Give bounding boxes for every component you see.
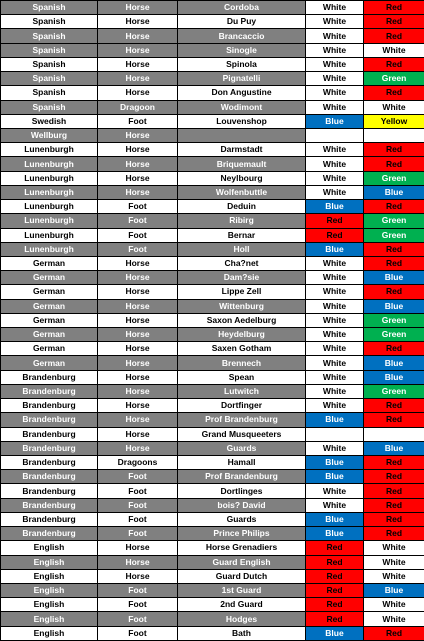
- type-cell: Horse: [98, 313, 178, 327]
- primary-color-cell: White: [306, 299, 364, 313]
- table-row: [1, 598, 424, 612]
- table-row: [1, 72, 424, 86]
- nation-cell: Spanish: [1, 86, 98, 100]
- secondary-color-cell: Red: [364, 256, 424, 270]
- regiment-name-cell: Bath: [178, 626, 306, 640]
- primary-color-cell: White: [306, 86, 364, 100]
- nation-cell: Brandenburg: [1, 427, 98, 441]
- primary-color-cell: Red: [306, 583, 364, 597]
- regiment-name-cell: Guard Dutch: [178, 569, 306, 583]
- regiment-name-cell: Deduin: [178, 200, 306, 214]
- secondary-color-cell: Blue: [364, 185, 424, 199]
- primary-color-cell: Blue: [306, 626, 364, 640]
- primary-color-cell: White: [306, 43, 364, 57]
- secondary-color-cell: Red: [364, 200, 424, 214]
- type-cell: Horse: [98, 441, 178, 455]
- type-cell: Horse: [98, 57, 178, 71]
- regiment-name-cell: Don Angustine: [178, 86, 306, 100]
- table-row: [1, 527, 424, 541]
- nation-cell: German: [1, 328, 98, 342]
- primary-color-cell: White: [306, 342, 364, 356]
- secondary-color-cell: White: [364, 612, 424, 626]
- nation-cell: Lunenburgh: [1, 242, 98, 256]
- type-cell: Horse: [98, 384, 178, 398]
- regiment-name-cell: Horse Grenadiers: [178, 541, 306, 555]
- nation-cell: Lunenburgh: [1, 228, 98, 242]
- regiment-name-cell: Wolfenbuttle: [178, 185, 306, 199]
- type-cell: Horse: [98, 285, 178, 299]
- secondary-color-cell: Yellow: [364, 114, 424, 128]
- secondary-color-cell: Red: [364, 86, 424, 100]
- table-row: [1, 271, 424, 285]
- type-cell: Foot: [98, 484, 178, 498]
- regiment-name-cell: Bernar: [178, 228, 306, 242]
- table-row: [1, 228, 424, 242]
- primary-color-cell: Red: [306, 612, 364, 626]
- nation-cell: Spanish: [1, 72, 98, 86]
- regiment-name-cell: Spean: [178, 370, 306, 384]
- table-row: [1, 157, 424, 171]
- table-row: [1, 342, 424, 356]
- primary-color-cell: White: [306, 399, 364, 413]
- primary-color-cell: White: [306, 328, 364, 342]
- nation-cell: Brandenburg: [1, 413, 98, 427]
- table-row: [1, 299, 424, 313]
- type-cell: Horse: [98, 271, 178, 285]
- secondary-color-cell: Red: [364, 285, 424, 299]
- table-row: [1, 43, 424, 57]
- primary-color-cell: Blue: [306, 470, 364, 484]
- regiment-name-cell: Du Puy: [178, 15, 306, 29]
- secondary-color-cell: White: [364, 43, 424, 57]
- nation-cell: Brandenburg: [1, 498, 98, 512]
- type-cell: Horse: [98, 171, 178, 185]
- type-cell: Horse: [98, 157, 178, 171]
- table-row: [1, 384, 424, 398]
- regiment-name-cell: Louvenshop: [178, 114, 306, 128]
- type-cell: Horse: [98, 29, 178, 43]
- type-cell: Foot: [98, 527, 178, 541]
- secondary-color-cell: White: [364, 541, 424, 555]
- secondary-color-cell: Red: [364, 342, 424, 356]
- secondary-color-cell: Red: [364, 29, 424, 43]
- secondary-color-cell: Red: [364, 484, 424, 498]
- secondary-color-cell: Blue: [364, 271, 424, 285]
- nation-cell: English: [1, 569, 98, 583]
- nation-cell: German: [1, 285, 98, 299]
- type-cell: Horse: [98, 128, 178, 142]
- primary-color-cell: White: [306, 72, 364, 86]
- type-cell: Horse: [98, 541, 178, 555]
- type-cell: Horse: [98, 72, 178, 86]
- secondary-color-cell: [364, 427, 424, 441]
- secondary-color-cell: Red: [364, 1, 424, 15]
- type-cell: Horse: [98, 1, 178, 15]
- type-cell: Horse: [98, 342, 178, 356]
- nation-cell: Brandenburg: [1, 527, 98, 541]
- secondary-color-cell: Red: [364, 470, 424, 484]
- type-cell: Foot: [98, 200, 178, 214]
- primary-color-cell: White: [306, 498, 364, 512]
- primary-color-cell: White: [306, 384, 364, 398]
- table-row: [1, 399, 424, 413]
- secondary-color-cell: Green: [364, 313, 424, 327]
- type-cell: Foot: [98, 512, 178, 526]
- secondary-color-cell: Red: [364, 527, 424, 541]
- table-row: [1, 171, 424, 185]
- type-cell: Horse: [98, 569, 178, 583]
- nation-cell: Lunenburgh: [1, 200, 98, 214]
- secondary-color-cell: Red: [364, 512, 424, 526]
- type-cell: Horse: [98, 256, 178, 270]
- secondary-color-cell: Green: [364, 384, 424, 398]
- secondary-color-cell: White: [364, 555, 424, 569]
- table-row: [1, 626, 424, 640]
- primary-color-cell: White: [306, 57, 364, 71]
- table-row: [1, 441, 424, 455]
- regiment-name-cell: Hamall: [178, 456, 306, 470]
- primary-color-cell: White: [306, 100, 364, 114]
- regiment-name-cell: Wittenburg: [178, 299, 306, 313]
- primary-color-cell: Red: [306, 214, 364, 228]
- secondary-color-cell: Red: [364, 242, 424, 256]
- nation-cell: Spanish: [1, 100, 98, 114]
- regiment-name-cell: Grand Musqueeters: [178, 427, 306, 441]
- regiment-name-cell: Dortfinger: [178, 399, 306, 413]
- regiment-name-cell: Prof Brandenburg: [178, 413, 306, 427]
- type-cell: Horse: [98, 299, 178, 313]
- primary-color-cell: White: [306, 143, 364, 157]
- table-row: [1, 313, 424, 327]
- secondary-color-cell: Red: [364, 157, 424, 171]
- secondary-color-cell: Red: [364, 498, 424, 512]
- nation-cell: English: [1, 612, 98, 626]
- nation-cell: German: [1, 299, 98, 313]
- table-row: [1, 242, 424, 256]
- regiment-name-cell: Briquemault: [178, 157, 306, 171]
- type-cell: Foot: [98, 228, 178, 242]
- primary-color-cell: Blue: [306, 512, 364, 526]
- type-cell: Horse: [98, 555, 178, 569]
- nation-cell: Lunenburgh: [1, 171, 98, 185]
- table-row: [1, 256, 424, 270]
- regiment-name-cell: Darmstadt: [178, 143, 306, 157]
- nation-cell: Brandenburg: [1, 456, 98, 470]
- regiment-name-cell: Sinogle: [178, 43, 306, 57]
- nation-cell: Lunenburgh: [1, 185, 98, 199]
- regiment-name-cell: Guard English: [178, 555, 306, 569]
- nation-cell: Brandenburg: [1, 370, 98, 384]
- nation-cell: Brandenburg: [1, 441, 98, 455]
- secondary-color-cell: Green: [364, 328, 424, 342]
- regiment-name-cell: Pignatelli: [178, 72, 306, 86]
- table-row: [1, 427, 424, 441]
- nation-cell: Spanish: [1, 1, 98, 15]
- type-cell: Foot: [98, 214, 178, 228]
- primary-color-cell: White: [306, 285, 364, 299]
- type-cell: Foot: [98, 114, 178, 128]
- nation-cell: Brandenburg: [1, 399, 98, 413]
- table-row: [1, 86, 424, 100]
- table-row: [1, 356, 424, 370]
- primary-color-cell: [306, 128, 364, 142]
- nation-cell: Lunenburgh: [1, 143, 98, 157]
- regiment-name-cell: 2nd Guard: [178, 598, 306, 612]
- regiment-name-cell: 1st Guard: [178, 583, 306, 597]
- regiment-name-cell: Saxen Gotham: [178, 342, 306, 356]
- secondary-color-cell: Green: [364, 214, 424, 228]
- regiment-name-cell: Lutwitch: [178, 384, 306, 398]
- regiment-name-cell: Brancaccio: [178, 29, 306, 43]
- secondary-color-cell: Blue: [364, 299, 424, 313]
- secondary-color-cell: Green: [364, 72, 424, 86]
- type-cell: Horse: [98, 143, 178, 157]
- type-cell: Horse: [98, 370, 178, 384]
- primary-color-cell: White: [306, 356, 364, 370]
- table-row: [1, 57, 424, 71]
- table-row: [1, 569, 424, 583]
- table-row: [1, 612, 424, 626]
- table-row: [1, 114, 424, 128]
- secondary-color-cell: Green: [364, 228, 424, 242]
- type-cell: Horse: [98, 43, 178, 57]
- nation-cell: Brandenburg: [1, 470, 98, 484]
- table-row: [1, 29, 424, 43]
- primary-color-cell: White: [306, 271, 364, 285]
- table-row: [1, 200, 424, 214]
- nation-cell: German: [1, 356, 98, 370]
- primary-color-cell: Blue: [306, 200, 364, 214]
- regiment-name-cell: Dortlinges: [178, 484, 306, 498]
- secondary-color-cell: Red: [364, 15, 424, 29]
- table-row: [1, 100, 424, 114]
- regiment-name-cell: Guards: [178, 512, 306, 526]
- secondary-color-cell: [364, 128, 424, 142]
- primary-color-cell: White: [306, 441, 364, 455]
- regiment-name-cell: Guards: [178, 441, 306, 455]
- primary-color-cell: Red: [306, 598, 364, 612]
- nation-cell: German: [1, 256, 98, 270]
- regiment-name-cell: Heydelburg: [178, 328, 306, 342]
- secondary-color-cell: Red: [364, 143, 424, 157]
- primary-color-cell: Red: [306, 555, 364, 569]
- table-row: [1, 413, 424, 427]
- secondary-color-cell: Red: [364, 399, 424, 413]
- type-cell: Foot: [98, 612, 178, 626]
- type-cell: Foot: [98, 242, 178, 256]
- type-cell: Horse: [98, 328, 178, 342]
- nation-cell: English: [1, 583, 98, 597]
- secondary-color-cell: Red: [364, 57, 424, 71]
- nation-cell: German: [1, 342, 98, 356]
- table-row: [1, 15, 424, 29]
- primary-color-cell: Red: [306, 228, 364, 242]
- secondary-color-cell: Green: [364, 171, 424, 185]
- table-row: [1, 555, 424, 569]
- primary-color-cell: Blue: [306, 456, 364, 470]
- table-row: [1, 498, 424, 512]
- table-row: [1, 370, 424, 384]
- primary-color-cell: White: [306, 157, 364, 171]
- type-cell: Horse: [98, 399, 178, 413]
- secondary-color-cell: Blue: [364, 441, 424, 455]
- nation-cell: Brandenburg: [1, 484, 98, 498]
- regiment-name-cell: [178, 128, 306, 142]
- secondary-color-cell: Red: [364, 413, 424, 427]
- table-row: [1, 512, 424, 526]
- table-row: [1, 214, 424, 228]
- primary-color-cell: Red: [306, 569, 364, 583]
- secondary-color-cell: White: [364, 598, 424, 612]
- nation-cell: Wellburg: [1, 128, 98, 142]
- regiment-name-cell: Brennech: [178, 356, 306, 370]
- regiment-name-cell: Hodges: [178, 612, 306, 626]
- table-row: [1, 128, 424, 142]
- nation-cell: English: [1, 598, 98, 612]
- regiment-name-cell: Lippe Zell: [178, 285, 306, 299]
- secondary-color-cell: Blue: [364, 583, 424, 597]
- nation-cell: Lunenburgh: [1, 214, 98, 228]
- type-cell: Horse: [98, 427, 178, 441]
- type-cell: Foot: [98, 470, 178, 484]
- table-row: [1, 285, 424, 299]
- primary-color-cell: Blue: [306, 413, 364, 427]
- table-row: [1, 470, 424, 484]
- type-cell: Foot: [98, 626, 178, 640]
- primary-color-cell: White: [306, 313, 364, 327]
- table-row: [1, 1, 424, 15]
- table-row: [1, 484, 424, 498]
- type-cell: Dragoon: [98, 100, 178, 114]
- type-cell: Horse: [98, 185, 178, 199]
- regiment-name-cell: Neylbourg: [178, 171, 306, 185]
- primary-color-cell: White: [306, 370, 364, 384]
- regiment-name-cell: Ribirg: [178, 214, 306, 228]
- regiment-name-cell: Holl: [178, 242, 306, 256]
- type-cell: Horse: [98, 356, 178, 370]
- nation-cell: Spanish: [1, 43, 98, 57]
- nation-cell: English: [1, 626, 98, 640]
- secondary-color-cell: Red: [364, 626, 424, 640]
- regiment-name-cell: Prince Philips: [178, 527, 306, 541]
- type-cell: Horse: [98, 413, 178, 427]
- type-cell: Horse: [98, 15, 178, 29]
- nation-cell: Swedish: [1, 114, 98, 128]
- nation-cell: Brandenburg: [1, 512, 98, 526]
- table-row: [1, 541, 424, 555]
- primary-color-cell: White: [306, 484, 364, 498]
- type-cell: Foot: [98, 498, 178, 512]
- table-row: [1, 328, 424, 342]
- primary-color-cell: Blue: [306, 527, 364, 541]
- nation-cell: English: [1, 541, 98, 555]
- primary-color-cell: White: [306, 1, 364, 15]
- type-cell: Dragoons: [98, 456, 178, 470]
- type-cell: Foot: [98, 598, 178, 612]
- regiment-name-cell: Cha?net: [178, 256, 306, 270]
- nation-cell: Spanish: [1, 57, 98, 71]
- primary-color-cell: Blue: [306, 114, 364, 128]
- regiment-name-cell: Wodimont: [178, 100, 306, 114]
- table-body: [1, 1, 424, 641]
- primary-color-cell: Blue: [306, 242, 364, 256]
- primary-color-cell: White: [306, 185, 364, 199]
- nation-cell: English: [1, 555, 98, 569]
- table-row: [1, 143, 424, 157]
- regiment-name-cell: bois? David: [178, 498, 306, 512]
- nation-cell: German: [1, 313, 98, 327]
- regiment-name-cell: Spinola: [178, 57, 306, 71]
- primary-color-cell: [306, 427, 364, 441]
- table-row: [1, 456, 424, 470]
- nation-cell: Spanish: [1, 29, 98, 43]
- nation-cell: Brandenburg: [1, 384, 98, 398]
- nation-cell: Lunenburgh: [1, 157, 98, 171]
- regiment-name-cell: Dam?sie: [178, 271, 306, 285]
- table-row: [1, 583, 424, 597]
- type-cell: Foot: [98, 583, 178, 597]
- table-row: [1, 185, 424, 199]
- primary-color-cell: White: [306, 29, 364, 43]
- primary-color-cell: White: [306, 256, 364, 270]
- secondary-color-cell: Red: [364, 456, 424, 470]
- primary-color-cell: Red: [306, 541, 364, 555]
- regiment-name-cell: Saxon Aedelburg: [178, 313, 306, 327]
- secondary-color-cell: Blue: [364, 370, 424, 384]
- regiment-name-cell: Prof Brandenburg: [178, 470, 306, 484]
- nation-cell: Spanish: [1, 15, 98, 29]
- secondary-color-cell: Blue: [364, 356, 424, 370]
- primary-color-cell: White: [306, 15, 364, 29]
- regiment-name-cell: Cordoba: [178, 1, 306, 15]
- primary-color-cell: White: [306, 171, 364, 185]
- type-cell: Horse: [98, 86, 178, 100]
- nation-cell: German: [1, 271, 98, 285]
- secondary-color-cell: White: [364, 569, 424, 583]
- secondary-color-cell: White: [364, 100, 424, 114]
